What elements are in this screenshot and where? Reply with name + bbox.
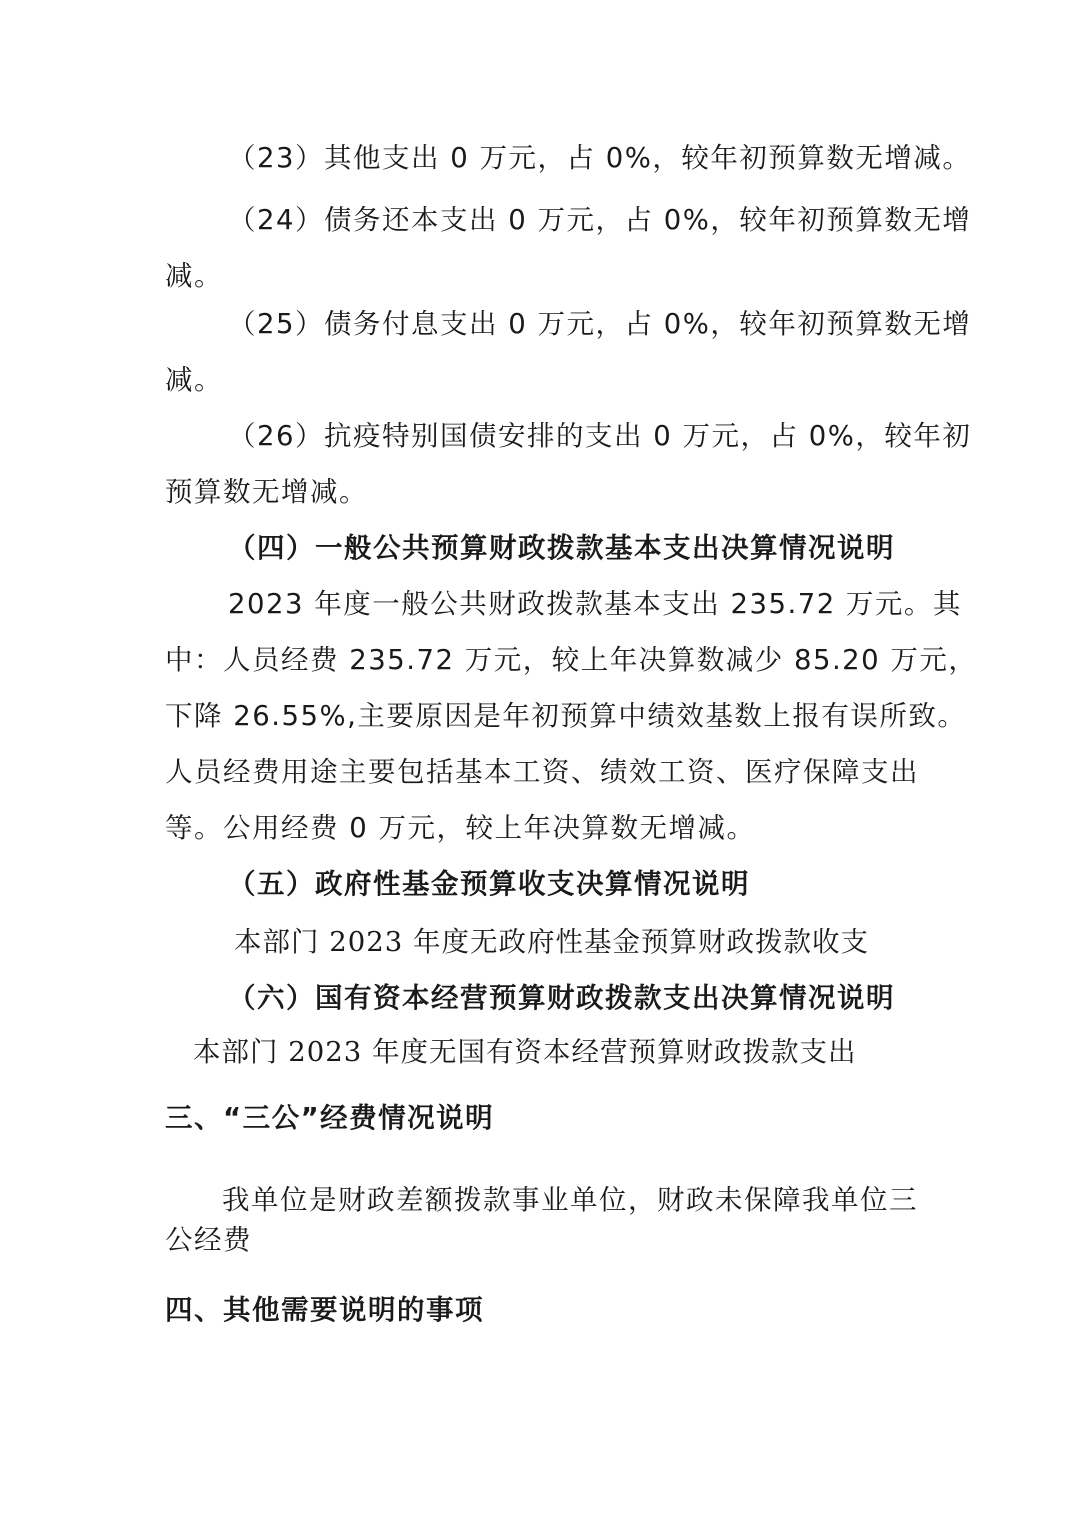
chapter-3-paragraph-line-1: 我单位是财政差额拨款事业单位，财政未保障我单位三: [222, 1184, 918, 1216]
item-26-text-continued: 预算数无增减。: [165, 476, 368, 508]
section-4-paragraph-line-1: 2023 年度一般公共财政拨款基本支出 235.72 万元。其: [228, 588, 962, 620]
section-5-heading: （五）政府性基金预算收支决算情况说明: [228, 868, 750, 900]
section-4-heading: （四）一般公共预算财政拨款基本支出决算情况说明: [228, 532, 895, 564]
item-23-text: （23）其他支出 0 万元，占 0%，较年初预算数无增减。: [228, 142, 972, 174]
section-4-paragraph-line-2: 中：人员经费 235.72 万元，较上年决算数减少 85.20 万元，: [165, 644, 978, 676]
item-25-text-continued: 减。: [165, 364, 223, 396]
section-4-paragraph-line-5: 等。公用经费 0 万元，较上年决算数无增减。: [165, 812, 756, 844]
section-6-heading: （六）国有资本经营预算财政拨款支出决算情况说明: [228, 982, 895, 1014]
section-5-paragraph: 本部门 2023 年度无政府性基金预算财政拨款收支: [234, 926, 869, 958]
section-4-paragraph-line-4: 人员经费用途主要包括基本工资、绩效工资、医疗保障支出: [165, 756, 919, 788]
chapter-3-heading: 三、“三公”经费情况说明: [165, 1102, 495, 1134]
item-25-text: （25）债务付息支出 0 万元，占 0%，较年初预算数无增: [228, 308, 972, 340]
chapter-3-paragraph-line-2: 公经费: [165, 1224, 252, 1256]
item-26-text: （26）抗疫特别国债安排的支出 0 万元，占 0%，较年初: [228, 420, 972, 452]
section-4-paragraph-line-3: 下降 26.55%,主要原因是年初预算中绩效基数上报有误所致。: [165, 700, 967, 732]
section-6-paragraph: 本部门 2023 年度无国有资本经营预算财政拨款支出: [193, 1036, 857, 1068]
chapter-4-heading: 四、其他需要说明的事项: [165, 1294, 484, 1326]
item-24-text: （24）债务还本支出 0 万元，占 0%，较年初预算数无增: [228, 204, 972, 236]
item-24-text-continued: 减。: [165, 260, 223, 292]
